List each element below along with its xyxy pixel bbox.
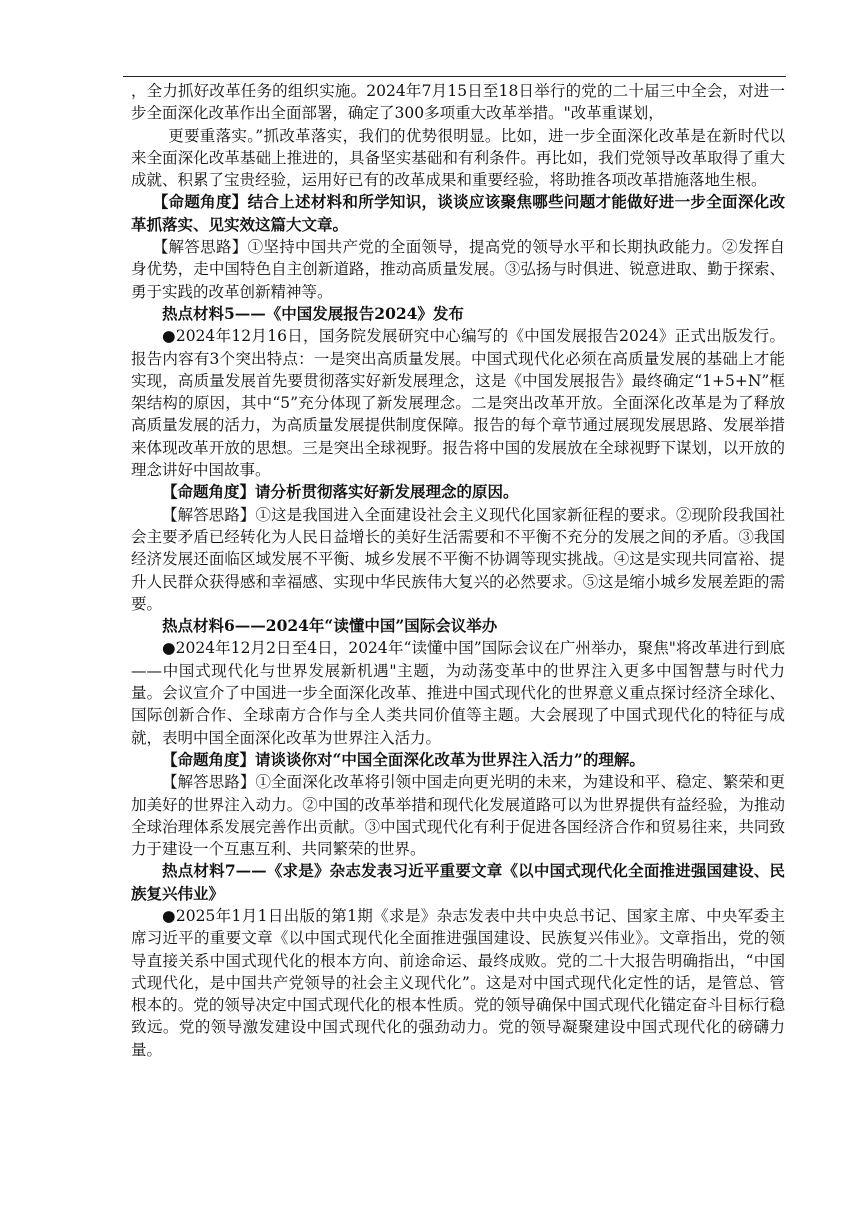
paragraph-p1: ，全力抓好改革任务的组织实施。2024年7月15日至18日举行的党的二十届三中全会，对进一步全面深化改革作出全面部署，确定了300多项重大改革举措。"改革重谋划， [131, 82, 785, 123]
paragraph-p9: 热点材料6——2024年“读懂中国”国际会议举办 [162, 616, 498, 636]
document-body [131, 80, 785, 1061]
paragraph-p7: 【命题角度】请分析贯彻落实好新发展理念的原因。 [162, 482, 519, 502]
paragraph-p14: ●2025年1月1日出版的第1期《求是》杂志发表中共中央总书记、国家主席、中央军委主席习近平的重要文章《以中国式现代化全面推进强国建设、民族复兴伟业》。文章指出，党的领导直接关系中国式现代化的根本方向、前途命运、最终成败。党的二十大报告明确指出，“中国式现代化，是中国共产党领导的社会主义现代化”。这是对中国式现代化定性的话，是管总、管根本的。党的领导决定中国式现代化的根本性质。党的领导确保中国式现代化锚定奋斗目标行稳致远。党的领导激发建设中国式现代化的强劲动力。党的领导凝聚建设中国式现代化的磅礴力量。 [131, 906, 785, 1059]
header-rule [123, 76, 786, 77]
paragraph-p6: ●2024年12月16日，国务院发展研究中心编写的《中国发展报告2024》正式出版发行。报告内容有3个突出特点：一是突出高质量发展。中国式现代化必须在高质量发展的基础上才能实现，高质量发展首先要贯彻落实好新发展理念，这是《中国发展报告》最终确定“1+5+N”框架结构的原因，其中“5”充分体现了新发展理念。二是突出改革开放。全面深化改革是为了释放高质量发展的活力，为高质量发展提供制度保障。报告的每个章节通过展现发展思路、发展举措来体现改革开放的思想。三是突出全球视野。报告将中国的发展放在全球视野下谋划，以开放的理念讲好中国故事。 [131, 327, 785, 480]
paragraph-p5: 热点材料5——《中国发展报告2024》发布 [162, 303, 464, 323]
paragraph-p10: ●2024年12月2日至4日，2024年“读懂中国”国际会议在广州举办，聚焦"将改革进行到底——中国式现代化与世界发展新机遇"主题，为动荡变革中的世界注入更多中国智慧与时代力量。会议宣介了中国进一步全面深化改革、推进中国式现代化的世界意义重点探讨经济全球化、国际创新合作、全球南方合作与全人类共同价值等主题。大会展现了中国式现代化的特征与成就，表明中国全面深化改革为世界注入活力。 [131, 639, 785, 747]
paragraph-p8: 【解答思路】①这是我国进入全面建设社会主义现代化国家新征程的要求。②现阶段我国社会主要矛盾已经转化为人民日益增长的美好生活需要和不平衡不充分的发展之间的矛盾。③我国经济发展还面临区域发展不平衡、城乡发展不平衡不协调等现实挑战。④这是实现共同富裕、提升人民群众获得感和幸福感、实现中华民族伟大复兴的必然要求。⑤这是缩小城乡发展差距的需要。 [131, 505, 785, 613]
paragraph-p13: 热点材料7——《求是》杂志发表习近平重要文章《以中国式现代化全面推进强国建设、民族复兴伟业》 [131, 861, 785, 903]
paragraph-p12: 【解答思路】①全面深化改革将引领中国走向更光明的未来，为建设和平、稳定、繁荣和更加美好的世界注入动力。②中国的改革举措和现代化发展道路可以为世界提供有益经验，为推动全球治理体系发展完善作出贡献。③中国式现代化有利于促进各国经济合作和贸易往来，共同致力于建设一个互惠互利、共同繁荣的世界。 [131, 773, 785, 859]
paragraph-p11: 【命题角度】请谈谈你对“中国全面深化改革为世界注入活力”的理解。 [162, 749, 645, 769]
paragraph-p4: 【解答思路】①坚持中国共产党的全面领导，提高党的领导水平和长期执政能力。②发挥自身优势，走中国特色自主创新道路，推动高质量发展。③弘扬与时俱进、锐意进取、勤于探索、勇于实践的改革创新精神等。 [131, 238, 785, 301]
paragraph-p2: 更要重落实。”抓改革落实，我们的优势很明显。比如，进一步全面深化改革是在新时代以来全面深化改革基础上推进的，具备坚实基础和有利条件。再比如，我们党领导改革取得了重大成就、积累了宝贵经验，运用好已有的改革成果和重要经验，将助推各项改革措施落地生根。 [131, 126, 785, 190]
paragraph-p3: 【命题角度】结合上述材料和所学知识，谈谈应该聚焦哪些问题才能做好进一步全面深化改革抓落实、见实效这篇大文章。 [131, 192, 785, 234]
